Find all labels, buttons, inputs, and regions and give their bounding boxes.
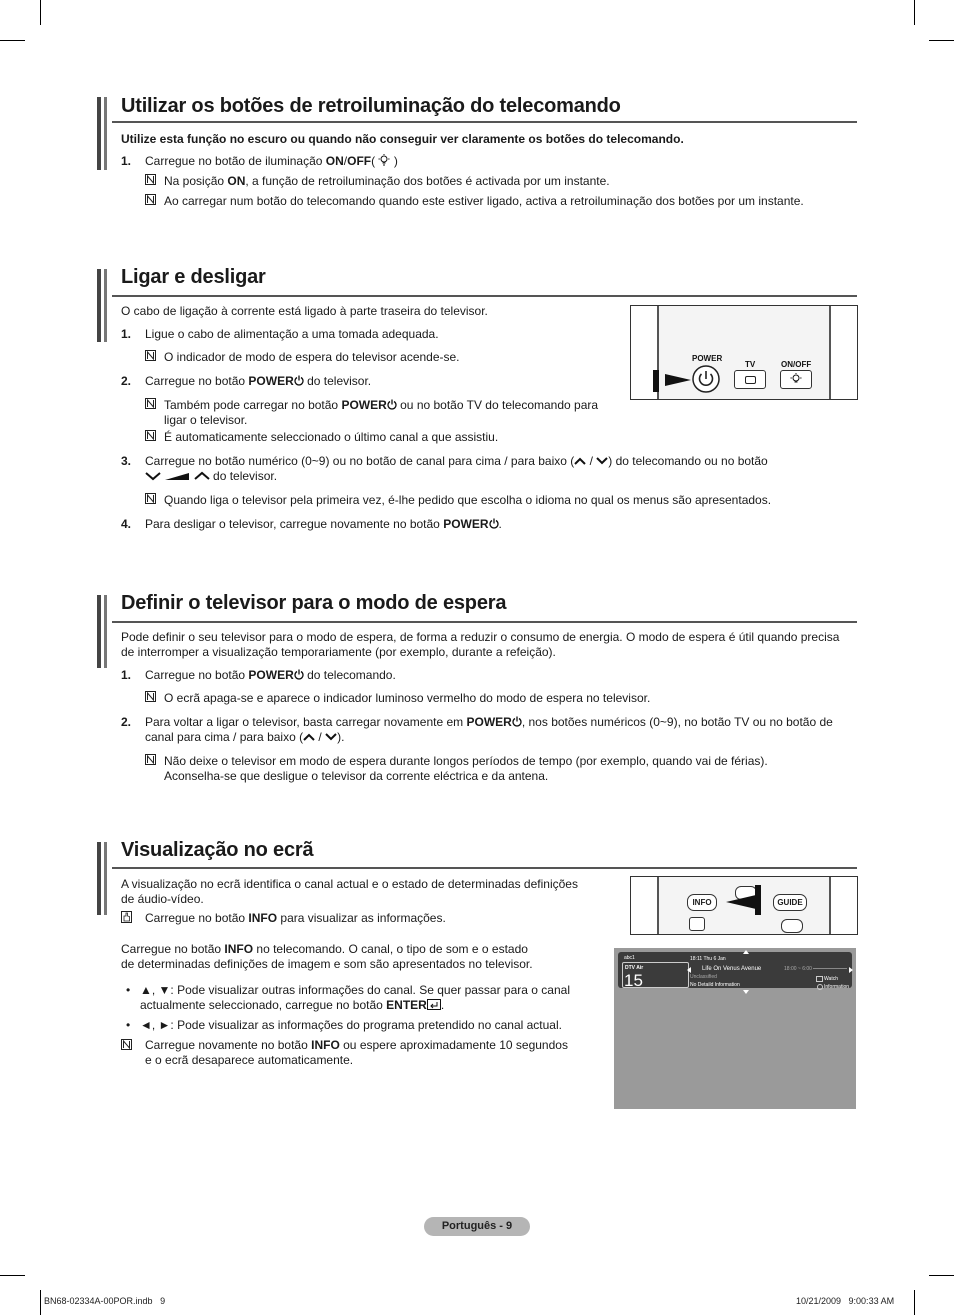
section-bar bbox=[97, 269, 101, 342]
tv-button[interactable] bbox=[734, 370, 766, 389]
osd-source: DTV Air bbox=[625, 965, 644, 971]
crop-mark bbox=[929, 1275, 954, 1276]
osd-information[interactable]: Information bbox=[824, 984, 850, 990]
chevron-up-icon bbox=[574, 456, 586, 466]
footer-file: BN68-02334A-00POR.indb 9 bbox=[44, 1296, 166, 1306]
page-label: Português - 9 bbox=[424, 1217, 530, 1236]
remote-label-tv: TV bbox=[745, 360, 756, 369]
arrow-right-icon bbox=[849, 967, 853, 973]
chevron-down-icon bbox=[145, 471, 161, 481]
remote-label-onoff: ON/OFF bbox=[781, 360, 812, 369]
chevron-down-icon bbox=[325, 732, 337, 742]
backlight-note-2: Ao carregar num botão do telecomando quando este estiver ligado, activa a retroiluminação dos botões por um instante. bbox=[164, 194, 804, 208]
arrow-down-icon bbox=[743, 990, 749, 994]
arrow-left-icon bbox=[687, 967, 691, 973]
step-number: 4. bbox=[121, 517, 132, 531]
power-icon bbox=[512, 716, 522, 727]
return-button[interactable] bbox=[781, 919, 803, 933]
osd-note: Carregue novamente no botão INFO ou espere aproximadamente 10 segundos e o ecrã desaparece automaticamente. bbox=[145, 1038, 568, 1067]
power-icon bbox=[489, 518, 499, 529]
power-icon bbox=[294, 375, 304, 386]
osd-detail: No Detaild Information bbox=[690, 982, 740, 988]
section-rule bbox=[112, 621, 857, 623]
osd-channel-name: abc1 bbox=[624, 955, 635, 961]
osd-intro: A visualização no ecrã identifica o canal actual e o estado de determinadas definições de áudio-vídeo. bbox=[121, 877, 578, 906]
section-rule bbox=[112, 295, 857, 297]
step-number: 3. bbox=[121, 454, 132, 468]
tv-icon bbox=[745, 376, 756, 384]
step-number: 1. bbox=[121, 668, 132, 682]
power-step-3: Carregue no botão numérico (0~9) ou no botão de canal para cima / para baixo ( / ) do telecomando ou no botão do televisor. bbox=[145, 454, 768, 483]
osd-info-bar bbox=[618, 952, 852, 988]
note-icon bbox=[145, 350, 156, 361]
crop-mark bbox=[40, 1290, 41, 1315]
osd-channel-number: 15 bbox=[624, 971, 643, 990]
crop-mark bbox=[0, 1275, 25, 1276]
backlight-intro: Utilize esta função no escuro ou quando não conseguir ver claramente os botões do telecomando. bbox=[121, 132, 684, 146]
power-button[interactable] bbox=[691, 364, 721, 394]
note-icon bbox=[145, 691, 156, 702]
section-bar bbox=[97, 97, 101, 170]
step-number: 1. bbox=[121, 327, 132, 341]
pointer-arrow-icon bbox=[726, 893, 756, 911]
crop-mark bbox=[0, 40, 25, 41]
osd-datetime: 18:11 Thu 6 Jan bbox=[690, 956, 726, 962]
standby-step-1-note: O ecrã apaga-se e aparece o indicador luminoso vermelho do modo de espera no televisor. bbox=[164, 691, 651, 705]
power-step-3-note: Quando liga o televisor pela primeira vez, é-lhe pedido que escolha o idioma no qual os menus são apresentados. bbox=[164, 493, 772, 507]
power-step-1: Ligue o cabo de alimentação a uma tomada adequada. bbox=[145, 327, 439, 341]
info-button[interactable]: INFO bbox=[687, 894, 717, 911]
power-intro: O cabo de ligação à corrente está ligado à parte traseira do televisor. bbox=[121, 304, 488, 318]
enter-icon bbox=[427, 999, 441, 1010]
section-rule bbox=[112, 121, 857, 123]
pointer-arrow-icon bbox=[665, 370, 691, 390]
onoff-light-button[interactable] bbox=[780, 370, 812, 389]
section-bar bbox=[104, 269, 107, 342]
section-title-osd: Visualização no ecrã bbox=[121, 839, 314, 861]
power-step-2-note-1: Também pode carregar no botão POWER ou no botão TV do telecomando para ligar o televisor. bbox=[164, 398, 599, 427]
power-step-1-note: O indicador de modo de espera do televisor acende-se. bbox=[164, 350, 460, 364]
standby-step-1: Carregue no botão POWER do telecomando. bbox=[145, 668, 396, 682]
osd-tip: Carregue no botão INFO para visualizar as informações. bbox=[145, 911, 446, 925]
bullet: • bbox=[126, 983, 131, 997]
volume-wedge-icon bbox=[164, 471, 190, 481]
section-rule bbox=[112, 867, 857, 869]
standby-step-2: Para voltar a ligar o televisor, basta carregar novamente em POWER , nos botões numéricos (0~9), no botão TV ou no botão de canal para cima / para baixo ( / ). bbox=[145, 715, 833, 744]
section-title-power: Ligar e desligar bbox=[121, 266, 266, 288]
power-step-4: Para desligar o televisor, carregue novamente no botão POWER . bbox=[145, 517, 502, 531]
section-bar bbox=[97, 842, 101, 915]
remote-illustration-info bbox=[630, 876, 858, 935]
remote-label-power: POWER bbox=[692, 354, 723, 363]
step-number: 2. bbox=[121, 374, 132, 388]
chevron-down-icon bbox=[596, 456, 608, 466]
crop-mark bbox=[914, 0, 915, 25]
power-icon bbox=[387, 399, 397, 410]
bulb-icon bbox=[790, 373, 802, 385]
osd-category: Unclassified bbox=[690, 974, 717, 980]
osd-bullet-2: ◄, ►: Pode visualizar as informações do programa pretendido no canal actual. bbox=[140, 1018, 562, 1032]
section-title-standby: Definir o televisor para o modo de espera bbox=[121, 592, 507, 614]
osd-watch[interactable]: Watch bbox=[824, 976, 838, 982]
backlight-step-1: Carregue no botão de iluminação ON/OFF( ) bbox=[145, 154, 398, 168]
backlight-note-1: Na posição ON, a função de retroiluminação dos botões é activada por um instante. bbox=[164, 174, 610, 188]
section-bar bbox=[97, 595, 101, 668]
crop-mark bbox=[914, 1290, 915, 1315]
step-number: 1. bbox=[121, 154, 132, 168]
section-bar bbox=[104, 595, 107, 668]
tools-button[interactable] bbox=[689, 917, 705, 931]
note-icon bbox=[145, 174, 156, 185]
footer-datetime: 10/21/2009 9:00:33 AM bbox=[796, 1296, 895, 1306]
note-icon bbox=[145, 754, 156, 765]
arrow-up-icon bbox=[743, 950, 749, 954]
note-icon bbox=[145, 194, 156, 205]
note-icon bbox=[145, 430, 156, 441]
info-icon bbox=[817, 984, 823, 990]
crop-mark bbox=[40, 0, 41, 25]
note-icon bbox=[145, 493, 156, 504]
tv-screen-illustration bbox=[614, 948, 856, 1109]
bullet: • bbox=[126, 1018, 131, 1032]
power-step-2-note-2: É automaticamente seleccionado o último canal a que assistiu. bbox=[164, 430, 499, 444]
osd-bullet-1: ▲, ▼: Pode visualizar outras informações do canal. Se quer passar para o canal actualmente seleccionado, carregue no botão ENTER . bbox=[140, 983, 570, 1012]
osd-progress bbox=[813, 968, 847, 969]
chevron-up-icon bbox=[303, 732, 315, 742]
guide-button[interactable]: GUIDE bbox=[773, 894, 807, 911]
pointer-bar bbox=[653, 370, 659, 392]
bulb-icon bbox=[378, 154, 390, 166]
crop-mark bbox=[929, 40, 954, 41]
step-number: 2. bbox=[121, 715, 132, 729]
osd-time-range: 18:00 ~ 6:00 bbox=[784, 966, 812, 972]
chevron-up-icon bbox=[194, 471, 210, 481]
standby-step-2-note: Não deixe o televisor em modo de espera durante longos períodos de tempo (por exemplo, quando vai de férias). Aconselha-se que desligue o televisor da corrente eléctrica e da antena. bbox=[164, 754, 768, 783]
remote-illustration-power bbox=[630, 305, 858, 400]
section-bar bbox=[104, 97, 107, 170]
osd-program: Life On Venus Avenue bbox=[702, 966, 762, 972]
standby-intro: Pode definir o seu televisor para o modo de espera, de forma a reduzir o consumo de energia. O modo de espera é útil quando precisa de interromper a visualização temporariamente (por exemplo, durante a refeição). bbox=[121, 630, 840, 659]
note-icon bbox=[121, 1039, 132, 1050]
section-title-backlight: Utilizar os botões de retroiluminação do telecomando bbox=[121, 95, 621, 117]
osd-paragraph: Carregue no botão INFO no telecomando. O canal, o tipo de som e o estado de determinadas definições de imagem e som são apresentados no televisor. bbox=[121, 942, 533, 971]
section-bar bbox=[104, 842, 107, 915]
power-step-2: Carregue no botão POWER do televisor. bbox=[145, 374, 372, 388]
enter-icon bbox=[816, 976, 823, 982]
note-icon bbox=[145, 398, 156, 409]
tip-hand-icon bbox=[121, 911, 132, 923]
power-icon bbox=[294, 669, 304, 680]
